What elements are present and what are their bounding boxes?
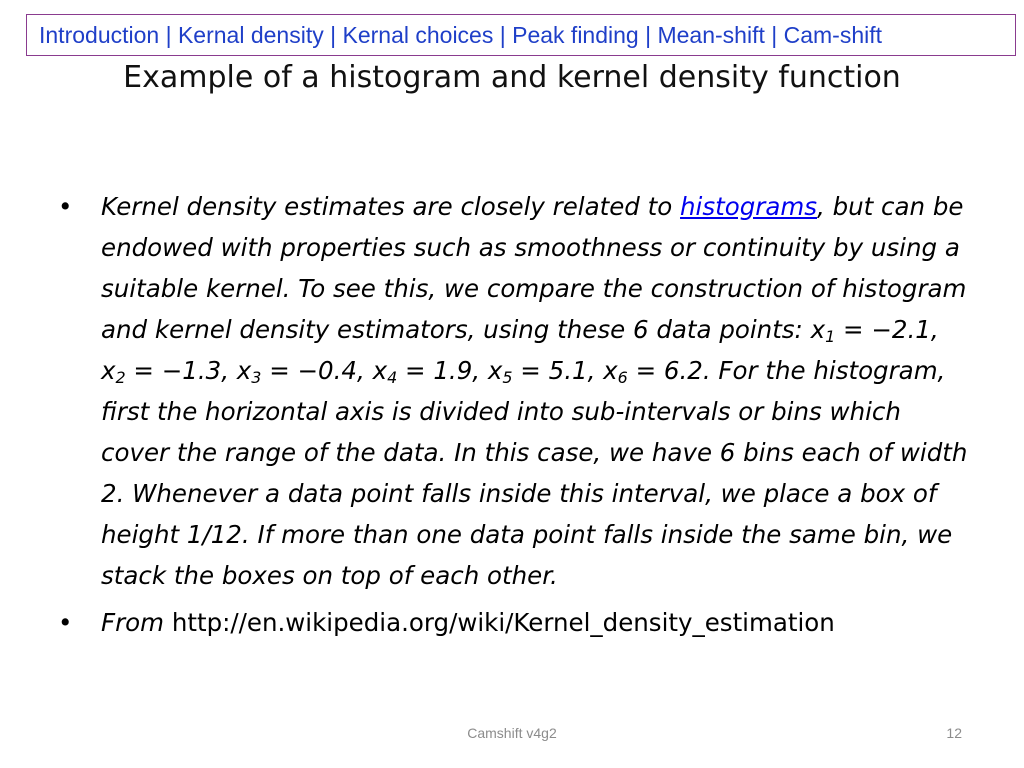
- bullet-text-part: = −0.4, x: [261, 356, 388, 385]
- bullet-item-kde: [58, 186, 968, 596]
- nav-mean-shift[interactable]: Mean-shift: [657, 21, 765, 48]
- nav-separator: |: [159, 21, 178, 48]
- section-nav: [26, 14, 1016, 56]
- bullet-text-part: Kernel density estimates are closely related to: [101, 192, 681, 221]
- subscript: 2: [115, 368, 126, 387]
- subscript: 1: [825, 327, 836, 346]
- bullet-list: [58, 186, 968, 643]
- nav-separator: |: [638, 21, 658, 48]
- subscript: 6: [617, 368, 628, 387]
- bullet-text-part: = 5.1, x: [512, 356, 618, 385]
- source-prefix: From: [101, 608, 165, 637]
- source-url[interactable]: http://en.wikipedia.org/wiki/Kernel_density_estimation: [171, 608, 835, 637]
- bullet-dot: •: [58, 192, 73, 221]
- subscript: 4: [387, 368, 398, 387]
- histograms-link[interactable]: histograms: [680, 192, 817, 221]
- bullet-dot: •: [58, 608, 73, 637]
- nav-introduction[interactable]: Introduction: [39, 21, 160, 48]
- bullet-text-part: = 6.2. For the histogram, first the horizontal axis is divided into sub-intervals or bins which cover the range of the data. In this case, we have 6 bins each of width 2. Whenever a data point falls inside this interval, we place a box of height 1/12. If more than one data point falls inside the same bin, we stack the boxes on top of each other.: [101, 356, 968, 590]
- nav-peak-finding[interactable]: Peak finding: [512, 21, 639, 48]
- nav-cam-shift[interactable]: Cam-shift: [783, 21, 883, 48]
- subscript: 3: [251, 368, 262, 387]
- nav-separator: |: [764, 21, 784, 48]
- subscript: 5: [502, 368, 513, 387]
- slide-title: Example of a histogram and kernel density function: [123, 60, 901, 95]
- page-number: 12: [946, 725, 962, 741]
- bullet-text-part: = −2.1, x: [101, 315, 939, 385]
- nav-separator: |: [323, 21, 343, 48]
- bullet-item-source: [58, 602, 968, 643]
- bullet-text-part: = −1.3, x: [125, 356, 252, 385]
- nav-kernal-density[interactable]: Kernal density: [177, 21, 324, 48]
- bullet-text-part: , but can be endowed with properties such as smoothness or continuity by using a suitable kernel. To see this, we compare the construction of histogram and kernel density estimators, using these 6 data points: x: [101, 192, 967, 344]
- nav-kernal-choices[interactable]: Kernal choices: [342, 21, 494, 48]
- bullet-text-part: = 1.9, x: [397, 356, 503, 385]
- nav-separator: |: [493, 21, 513, 48]
- footer-label: Camshift v4g2: [467, 725, 557, 741]
